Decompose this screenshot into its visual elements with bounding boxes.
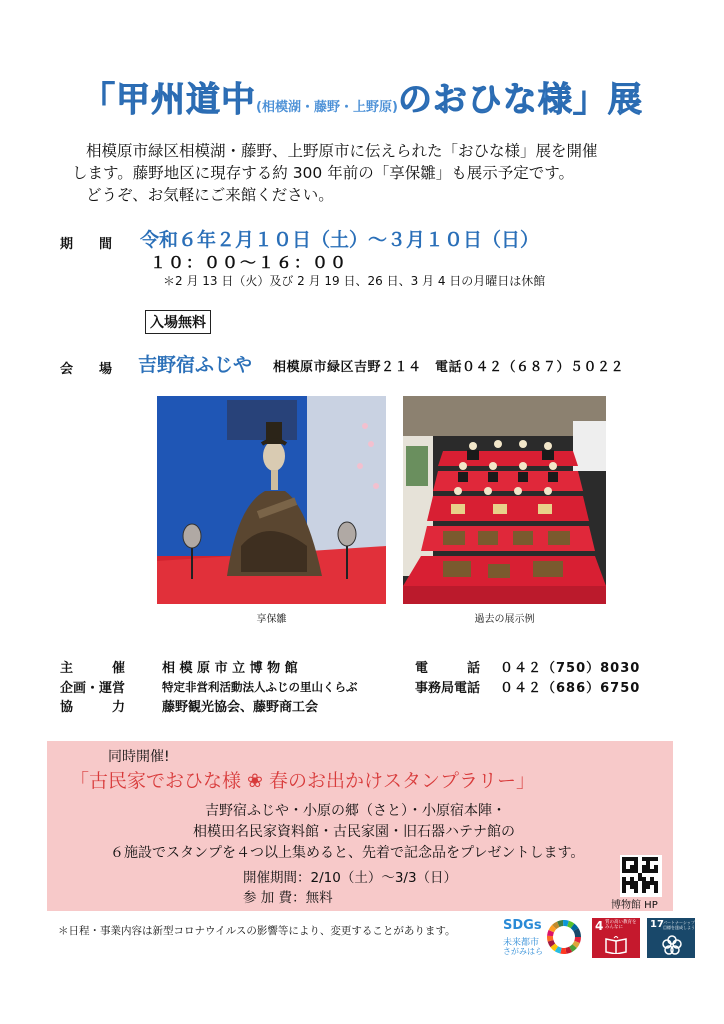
sdgs-logo-title: SDGs bbox=[503, 918, 542, 933]
period-dates: 令和６年２月１０日（土）～３月１０日（日） bbox=[140, 229, 540, 251]
goal17-text: パートナーシップで 目標を達成しよう bbox=[663, 920, 699, 930]
event-line3: ６施設でスタンプを４つ以上集めると、先着で記念品をプレゼントします。 bbox=[110, 845, 585, 861]
period-hours: １０：００～１６：００ bbox=[150, 253, 349, 272]
kyoho-hina-photo bbox=[157, 396, 386, 604]
event-title: 「古民家でおひな様 ❀ 春のお出かけスタンプラリー」 bbox=[70, 770, 536, 792]
qr-label: 博物館 HP bbox=[611, 900, 658, 911]
plan-label: 企画・運営 bbox=[60, 681, 126, 696]
event-line1: 吉野宿ふじや・小原の郷（さと）・小原宿本陣・ bbox=[205, 803, 506, 819]
museum-qr-code[interactable] bbox=[620, 855, 662, 897]
goal4-number: 4 bbox=[595, 919, 604, 933]
venue-address: 相模原市緑区吉野２１４ 電話０４２（６８７）５０２２ bbox=[273, 360, 625, 375]
past-display-photo bbox=[403, 396, 606, 604]
event-line2: 相模田名民家資料館・古民家園・旧石器ハテナ館の bbox=[193, 824, 515, 840]
office-tel: ０４２（686）6750 bbox=[500, 681, 641, 696]
office-label: 事務局電話 bbox=[415, 681, 481, 696]
left-photo-caption: 享保雛 bbox=[256, 614, 287, 625]
sdg-goal-4-logo bbox=[592, 918, 640, 958]
host-name: 相 模 原 市 立 博 物 館 bbox=[162, 661, 298, 676]
intro-line3: どうぞ、お気軽にご来館ください。 bbox=[86, 186, 334, 204]
sdgs-logo-sub1: 未来都市 bbox=[503, 938, 540, 948]
sdgs-wheel-icon bbox=[545, 918, 583, 956]
venue-label: 会 場 bbox=[60, 362, 113, 377]
partnership-flower-icon bbox=[661, 934, 683, 956]
event-period: 開催期間：2/10（土）～3/3（日） bbox=[243, 870, 458, 886]
book-icon bbox=[604, 936, 628, 954]
title-part2: のおひな様」展 bbox=[397, 80, 643, 120]
sdgs-future-city-logo bbox=[503, 918, 583, 960]
host-label: 主 催 bbox=[60, 661, 126, 676]
sdgs-logo-sub2: さがみはら bbox=[503, 947, 543, 956]
coop-names: 藤野観光協会、藤野商工会 bbox=[162, 700, 319, 715]
intro-line1: 相模原市緑区相模湖・藤野、上野原市に伝えられた「おひな様」展を開催 bbox=[86, 142, 598, 160]
right-photo-caption: 過去の展示例 bbox=[474, 614, 535, 625]
title-paren: (相模湖・藤野・上野原) bbox=[256, 100, 398, 115]
tel-number: ０４２（750）8030 bbox=[500, 661, 641, 676]
footer-note: ＊日程・事業内容は新型コロナウイルスの影響等により、変更することがあります。 bbox=[58, 925, 456, 937]
sdg-goal-17-logo bbox=[647, 918, 699, 958]
free-admission-badge: 入場無料 bbox=[145, 310, 211, 334]
goal4-text: 質の高い教育を みんなに bbox=[605, 920, 637, 930]
event-fee: 参 加 費：無料 bbox=[243, 890, 333, 906]
goal17-number: 17 bbox=[650, 919, 664, 930]
period-label: 期 間 bbox=[60, 237, 113, 252]
plan-name: 特定非営利活動法人ふじの里山くらぶ bbox=[162, 680, 358, 694]
tel-label: 電 話 bbox=[415, 661, 481, 676]
title-part1: 「甲州道中 bbox=[81, 80, 257, 120]
event-heading: 同時開催! bbox=[108, 749, 170, 765]
closed-days-note: ＊2 月 13 日（火）及び 2 月 19 日、26 日、3 月 4 日の月曜日は休館 bbox=[163, 274, 546, 288]
page-title bbox=[0, 72, 724, 121]
intro-line2: します。藤野地区に現存する約 300 年前の「享保雛」も展示予定です。 bbox=[72, 164, 574, 182]
coop-label: 協 力 bbox=[60, 700, 126, 715]
venue-name: 吉野宿ふじや bbox=[138, 354, 253, 376]
